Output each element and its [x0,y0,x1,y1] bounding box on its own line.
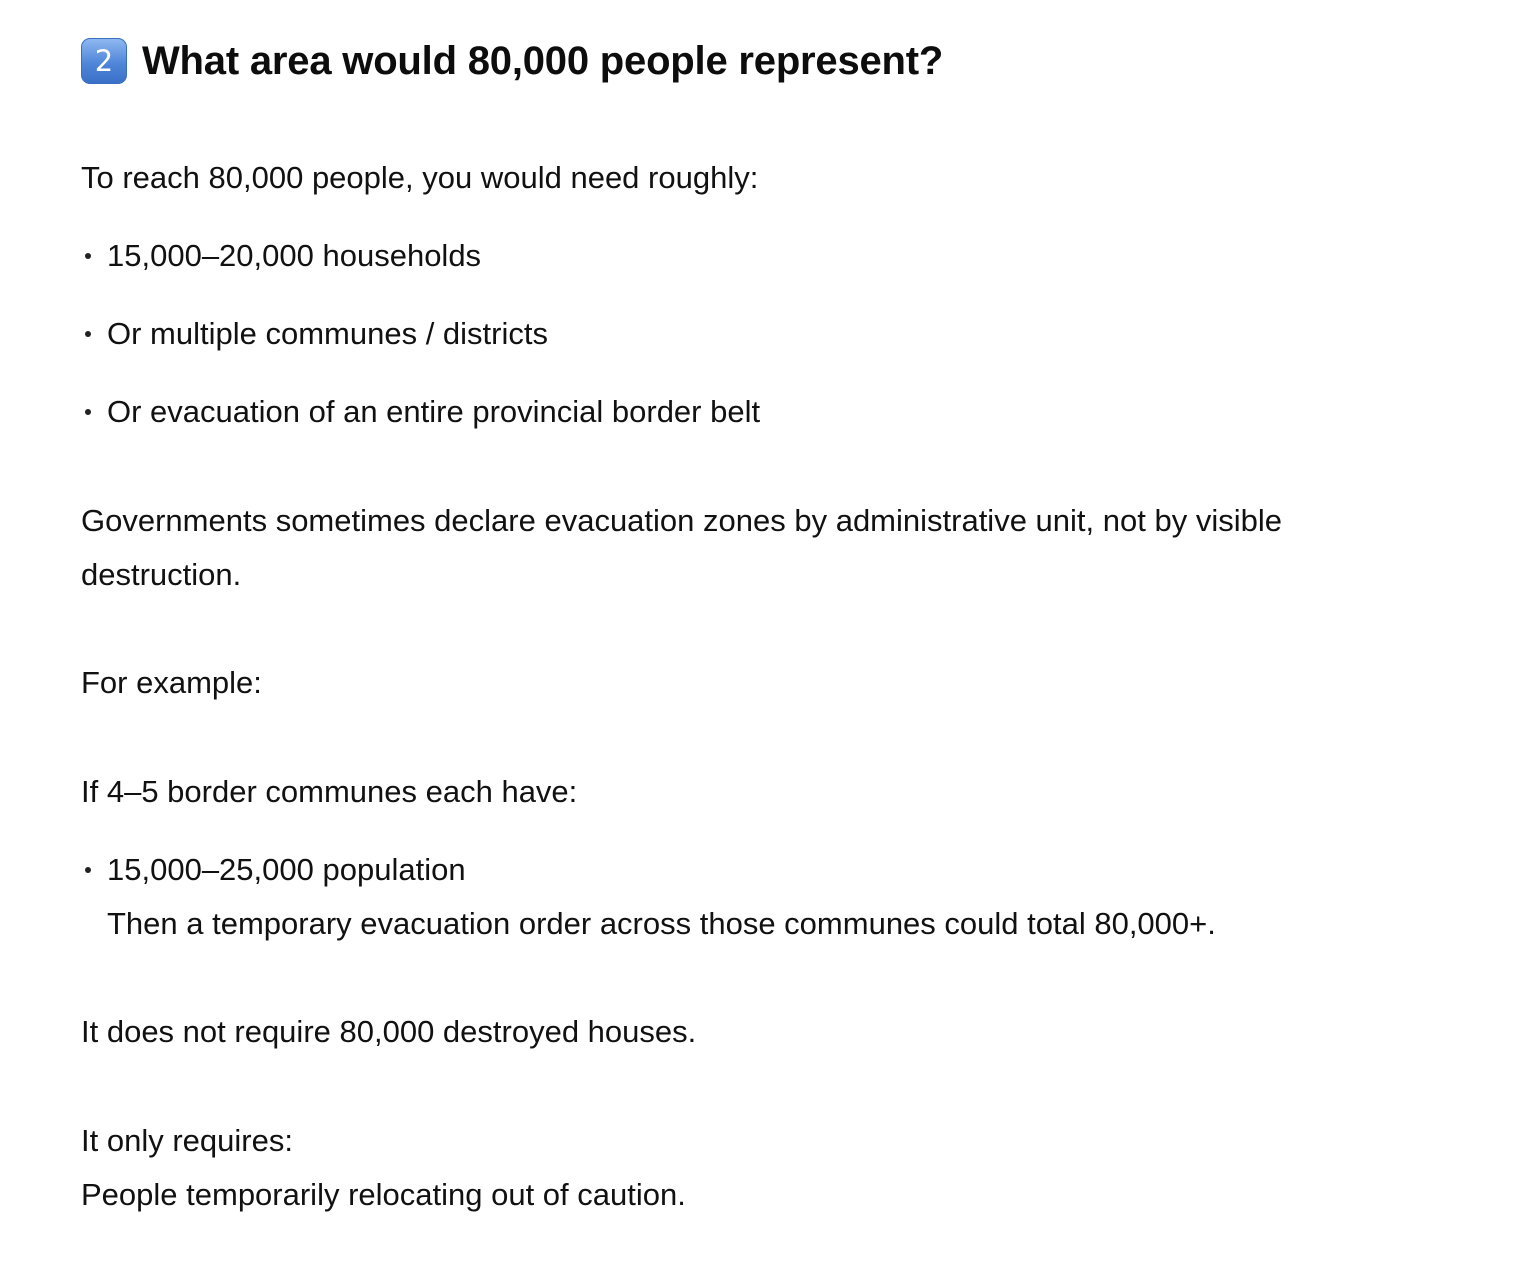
paragraph-text: destruction. [81,557,242,592]
bullet-icon [85,867,91,873]
bullet-icon [85,331,91,337]
list-item-text: 15,000–20,000 households [107,238,482,273]
bullet-icon [85,253,91,259]
list-item-text: Or evacuation of an entire provincial border belt [107,394,761,429]
paragraph-text: It does not require 80,000 destroyed houses. [81,1014,697,1049]
paragraph-text: If 4–5 border communes each have: [81,774,578,809]
paragraph-text: Governments sometimes declare evacuation zones by administrative unit, not by visible [81,503,1282,538]
list-item-text: Or multiple communes / districts [107,316,548,351]
list-item-text: 15,000–25,000 population [107,852,466,887]
bullet-icon [85,409,91,415]
section-heading [81,33,943,89]
intro-text: To reach 80,000 people, you would need roughly: [81,160,759,195]
section-title: What area would 80,000 people represent? [142,38,944,83]
list-item-continuation: Then a temporary evacuation order across those communes could total 80,000+. [107,906,1216,941]
paragraph-text: For example: [81,665,262,700]
paragraph-text: People temporarily relocating out of caution. [81,1177,686,1212]
paragraph-text: It only requires: [81,1123,293,1158]
keycap-number-icon: 2 [81,38,127,84]
